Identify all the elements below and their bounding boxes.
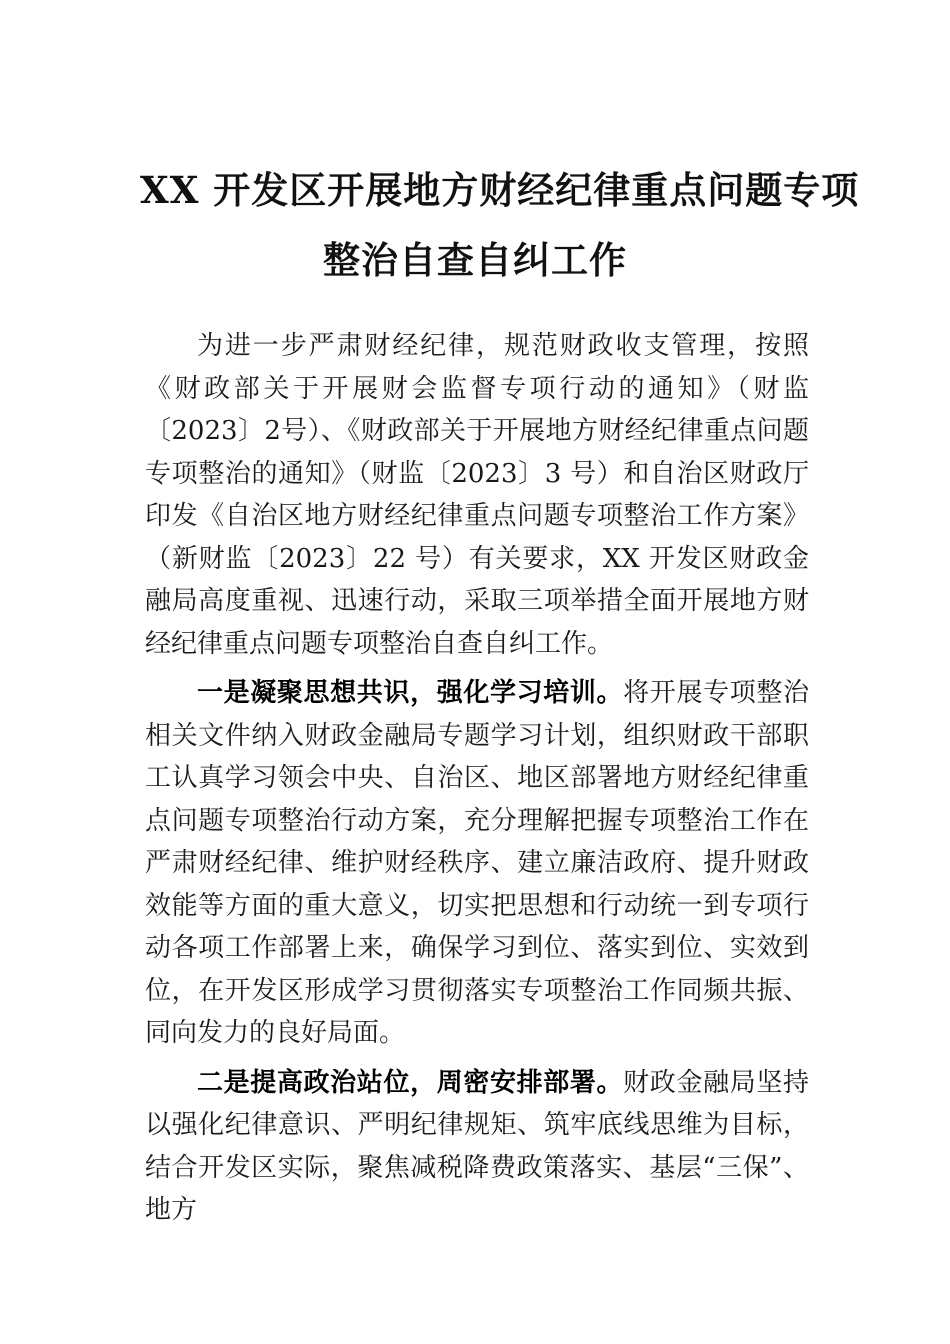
paragraph-text: 将开展专项整治相关文件纳入财政金融局专题学习计划，组织财政干部职工认真学习领会中央、自治区、地区部署地方财经纪律重点问题专项整治行动方案，充分理解把握专项整治工作在严肃财经纪律、维护财经秩序、建立廉洁政府、提升财政效能等方面的重大意义，切实把思想和行动统一到专项行动各项工作部署上来，确保学习到位、落实到位、实效到位，在开发区形成学习贯彻落实专项整治工作同频共振、同向发力的良好局面。 — [145, 678, 809, 1048]
document-title-line-2: 整治自查自纠工作 — [323, 238, 627, 282]
paragraph-point-2 — [145, 1062, 809, 1232]
paragraph-text: 为进一步严肃财经纪律，规范财政收支管理，按照《财政部关于开展财会监督专项行动的通知》（财监〔2023〕2号）、《财政部关于开展地方财经纪律重点问题专项整治的通知》（财监〔2023〕3 号）和自治区财政厅印发《自治区地方财经纪律重点问题专项整治工作方案》（新财监〔2023〕22 号）有关要求，XX 开发区财政金融局高度重视、迅速行动，采取三项举措全面开展地方财经纪律重点问题专项整治自查自纠工作。 — [145, 331, 809, 659]
paragraph-lead: 二是提高政治站位，周密安排部署。 — [197, 1067, 624, 1098]
paragraph-point-1 — [145, 672, 809, 1055]
document-title-line-1: XX 开发区开展地方财经纪律重点问题专项 — [140, 168, 860, 212]
paragraph-lead: 一是凝聚思想共识，强化学习培训。 — [197, 678, 624, 708]
document-body — [145, 325, 809, 1239]
paragraph-text: 财政金融局坚持以强化纪律意识、严明纪律规矩、筑牢底线思维为目标，结合开发区实际，聚焦减税降费政策落实、基层“三保”、 地方 — [145, 1067, 809, 1225]
paragraph-intro — [145, 325, 809, 665]
